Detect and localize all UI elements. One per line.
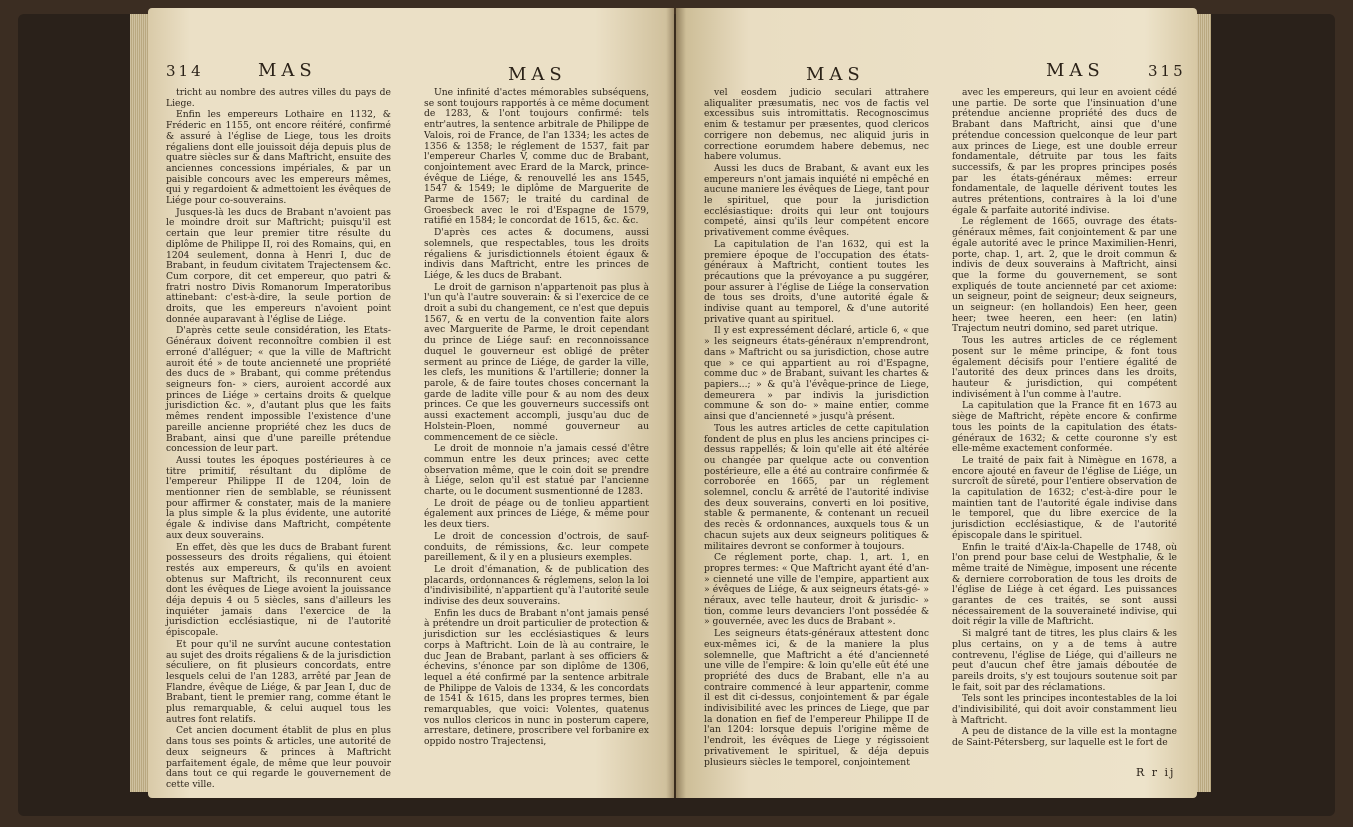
paragraph: vel eosdem judicio seculari attrahere aliqualiter præsumatis, nec vos de factis vel excessibus suis intromittatis. Recognoscimus enim & testamur per præsentes, quod clericos corrigere non debemus, nec aliquid juris in correctione eorumdem habere debemus, nec habere volumus. — [704, 87, 929, 163]
paragraph: La capitulation de l'an 1632, qui est la premiere époque de l'occupation des états-généraux à Maftricht, contient toutes les précautions que la prévoyance a pu suggérer, pour assurer à l'église de Liége la conservation de tous ses droits, d'une autorité égale & indivise quant au temporel, & d'une autorité privative quant au spirituel. — [704, 238, 929, 325]
running-head-right-b: MAS — [1046, 60, 1105, 81]
paragraph: Il y est expressément déclaré, article 6, « que » les seigneurs états-généraux n'emprendront, dans » Maftricht ou sa jurisdiction, chose autre que » ce qui appartient au roi d'Espagne, comme duc » de Brabant, suivant les chartes & papiers...; » & qu'à l'évêque-prince de Liege, demeurera » par indivis la jurisdiction commune & son do- » maine entier, comme ainsi que d'ancienneté » jusqu'à présent. — [704, 325, 929, 423]
paragraph: Jusques-là les ducs de Brabant n'avoient pas le moindre droit sur Maftricht; puisqu'il est certain que leur premier titre résulte du diplôme de Philippe II, roi des Romains, qui, en 1204 seulement, donna à Henri I, duc de Brabant, in feudum civitatem Trajectensem &c. Cum corpore, dit cet empereur, quo patri & fratri nostro Divis Romanorum Imperatoribus attinebant: c'est-à-dire, la seule portion de droits, que les empereurs n'avoient point donnée auparavant à l'église de Liége. — [166, 206, 391, 325]
paragraph: Si malgré tant de titres, les plus clairs & les plus certains, on y a de tems à autre contrevenu, l'église de Liége, qui d'ailleurs ne peut d'aucun chef être jamais déboutée de pareils droits, s'y est toujours soutenue soit par le fait, soit par des réclamations. — [952, 628, 1177, 693]
left-fore-edge — [130, 14, 148, 792]
page-number-right: 315 — [1148, 62, 1186, 80]
paragraph: Tous les autres articles de cette capitulation fondent de plus en plus les anciens principes ci-dessus rappellés; & loin qu'elle ait été altérée ou changée par quelque acte ou convention postérieure, elle a été au contraire confirmée & corroborée en 1665, par un réglement solemnel, conclu & arrêté de l'autorité indivise des deux souverains, converti en loi positive, stable & permanente, & contenant un recueil des recès & ordonnances, auxquels tous & un chacun sujets aux deux seigneurs politiques & militaires devront se conformer à toujours. — [704, 422, 929, 552]
paragraph: Les seigneurs états-généraux attestent donc eux-mêmes ici, & de la maniere la plus solemnelle, que Maftricht a été d'ancienneté une ville de l'empire: & loin qu'elle eût été une propriété des ducs de Brabant, elle n'a au contraire commencé à leur appartenir, comme il est dit ci-dessus, conjointement & par égale indivisibilité avec les princes de Liege, que par la donation en fief de l'empereur Philippe II de l'an 1204: lorsque depuis l'origine même de l'endroit, les évêques de Liege y régissoient privativement le spirituel, & déja depuis plusieurs siècles le temporel, conjointement — [704, 628, 929, 768]
right-fore-edge — [1197, 14, 1211, 792]
running-head-right-a: MAS — [806, 64, 865, 85]
paragraph: avec les empereurs, qui leur en avoient cédé une partie. De sorte que l'insinuation d'une prétendue ancienne propriété des ducs de Brabant dans Maftricht, ainsi que d'une prétendue concession quelconque de leur part aux princes de Liege, est une double erreur fondamentale, détruite par tous les faits successifs, & par les propres principes posés par les états-généraux mêmes: erreur fondamentale, de laquelle dérivent toutes les autres prétentions, contraires à la loi d'une égale & parfaite autorité indivise. — [952, 87, 1177, 216]
paragraph: D'après cette seule considération, les Etats-Généraux doivent reconnoître combien il est erroné d'alléguer; « que la ville de Maftricht auroit été » de toute ancienneté une propriété des ducs de » Brabant, qui comme prétendus seigneurs fon- » ciers, auroient accordé aux princes de Liége » certains droits & quelque jurisdiction &c. », d'autant plus que les faits mêmes rendent impossible l'existence d'une pareille ancienne propriété chez les ducs de Brabant, ainsi que d'une pareille prétendue concession de leur part. — [166, 325, 391, 455]
paragraph: Ce réglement porte, chap. 1, art. 1, en propres termes: « Que Maftricht ayant été d'an- » cienneté une ville de l'empire, appartient aux » évêques de Liége, & aux seigneurs états-gé- » néraux, avec telle hauteur, droit & jurisdic- » tion, comme leurs devanciers l'ont possédée & » gouvernée, avec les ducs de Brabant ». — [704, 552, 929, 628]
paragraph: Enfin le traité d'Aix-la-Chapelle de 1748, où l'on prend pour base celui de Westphalie, & le même traité de Nimègue, imposent une récente & derniere corroboration de tous les droits de l'église de Liége à cet égard. Les puissances garantes de ces traités, se sont aussi nécessairement de la souveraineté indivise, qui doit régir la ville de Maftricht. — [952, 541, 1177, 628]
paragraph: Une infinité d'actes mémorables subséquens, se sont toujours rapportés à ce même document de 1283, & l'ont toujours confirmé: tels entr'autres, la sentence arbitrale de Philippe de Valois, roi de France, de l'an 1334; les actes de 1356 & 1358; le réglement de 1537, fait par l'empereur Charles V, comme duc de Brabant, conjointement avec Erard de la Marck, prince-évêque de Liége, & renouvellé les ans 1545, 1547 & 1549; le diplôme de Marguerite de Parme de 1567; le traité du cardinal de Groesbeck avec le roi d'Espagne de 1579, ratifié en 1584; le concordat de 1615, &c. &c. — [424, 87, 649, 227]
paragraph: A peu de distance de la ville est la montagne de Saint-Pétersberg, sur laquelle est le fort de — [952, 726, 1177, 749]
right-column-2 — [952, 88, 1177, 764]
running-head-left-a: MAS — [258, 60, 317, 81]
running-head-left-b: MAS — [508, 64, 567, 85]
paragraph: Le droit d'émanation, & de publication des placards, ordonnances & réglemens, selon la loi d'indivisibilité, n'appartient qu'à l'autorité seule indivise des deux souverains. — [424, 563, 649, 608]
gutter-shadow — [666, 8, 686, 798]
paragraph: Enfin les empereurs Lothaire en 1132, & Fréderic en 1155, ont encore réitéré, confirmé & assuré à l'église de Liege, tous les droits régaliens dont elle jouissoit déja depuis plus de quatre siècles sur & dans Maftricht, ensuite des anciennes concessions impériales, & par un paisible concours avec les empereurs mêmes, qui y regardoient & admettoient les évêques de Liége pour co-souverains. — [166, 109, 391, 207]
paragraph: Et pour qu'il ne survînt aucune contestation au sujet des droits régaliens & de la jurisdiction séculiere, on fit plusieurs concordats, entre lesquels celui de l'an 1283, arrêté par Jean de Flandre, évêque de Liége, & par Jean I, duc de Brabant, tient le premier rang, comme étant le plus remarquable, & celui auquel tous les autres font relatifs. — [166, 638, 391, 725]
paragraph: Le traité de paix fait à Nimègue en 1678, a encore ajouté en faveur de l'église de Liége, un surcroît de sûreté, pour l'entiere observation de la capitulation de 1632; c'est-à-dire pour le maintien tant de l'autorité égale indivise dans le temporel, que du libre exercice de la jurisdiction ecclésiastique, & de l'autorité épiscopale dans le spirituel. — [952, 454, 1177, 541]
paragraph: Le droit de péage ou de tonlieu appartient également aux princes de Liége, & même pour les deux tiers. — [424, 497, 649, 531]
right-page — [676, 8, 1197, 798]
paragraph: Le droit de concession d'octrois, de sauf-conduits, de rémissions, &c. leur compete pareillement, & il y en a plusieurs exemples. — [424, 530, 649, 564]
paragraph: Enfin les ducs de Brabant n'ont jamais pensé à prétendre un droit particulier de protection & jurisdiction sur les ecclésiastiques & leurs corps à Maftricht. Loin de là au contraire, le duc Jean de Brabant, parlant à ses officiers & échevins, s'énonce par son diplôme de 1306, lequel a été confirmé par la sentence arbitrale de Philippe de Valois de 1334, & les concordats de 1541 & 1615, dans les propres termes, bien remarquables, que voici: Volentes, quatenus vos nullos clericos in nunc in posterum capere, arrestare, detinere, proscribere vel forbanire ex oppido nostro Trajectensi, — [424, 607, 649, 748]
page-number-left: 314 — [166, 62, 204, 80]
paragraph: Tels sont les principes incontestables de la loi d'indivisibilité, qui doit avoir constamment lieu à Maftricht. — [952, 693, 1177, 726]
paragraph: Cet ancien document établit de plus en plus dans tous ses points & articles, une autorité de deux seigneurs & princes à Maftricht parfaitement égale, de même que leur pouvoir dans tout ce qui regarde le gouvernement de cette ville. — [166, 725, 391, 790]
paragraph: Aussi toutes les époques postérieures à ce titre primitif, résultant du diplôme de l'empereur Philippe II de 1204, loin de mentionner rien de semblable, se réunissent pour affirmer & constater, mais de la maniere la plus simple & la plus évidente, une autorité égale & indivise dans Maftricht, compétente aux deux souverains. — [166, 454, 391, 541]
paragraph: Le réglement de 1665, ouvrage des états-généraux mêmes, fait conjointement & par une égale autorité avec le prince Maximilien-Henri, porte, chap. 1, art. 2, que le droit commun & indivis de deux souverains à Maftricht, ainsi que la forme du gouvernement, se sont expliqués de toute ancienneté par cet axiome: un seigneur, point de seigneur; deux seigneurs, un seigneur: (en hollandois) Een heer, geen heer; twee heeren, een heer: (en latin) Trajectum neutri domino, sed paret utrique. — [952, 216, 1177, 335]
paragraph: La capitulation que la France fit en 1673 au siège de Maftricht, répète encore & confirme tous les points de la capitulation des états-généraux de 1632; & cette couronne s'y est elle-même exactement conformée. — [952, 400, 1177, 455]
paragraph: Tous les autres articles de ce réglement posent sur le même principe, & font tous également décisifs pour l'entiere égalité de l'autorité des deux princes dans les droits, hauteur & jurisdiction, qui compétent indivisément à l'un comme à l'autre. — [952, 335, 1177, 400]
paragraph: Aussi les ducs de Brabant, & avant eux les empereurs n'ont jamais inquiété ni empêché en aucune maniere les évêques de Liege, tant pour le spirituel, que pour la jurisdiction ecclésiastique: droits qui leur ont toujours competé, ainsi qu'ils leur compétent encore privativement comme évêques. — [704, 162, 929, 239]
left-header — [148, 62, 674, 88]
right-header — [676, 62, 1197, 88]
left-column-2 — [424, 88, 649, 778]
paragraph: D'après ces actes & documens, aussi solemnels, que respectables, tous les droits régaliens & jurisdictionnels étoient égaux & indivis dans Maftricht, entre les princes de Liége, & les ducs de Brabant. — [424, 227, 649, 281]
paragraph: En effet, dès que les ducs de Brabant furent possesseurs des droits régaliens, qui étoient restés aux empereurs, & qu'ils en avoient obtenus sur Maftricht, ils reconnurent ceux dont les évêques de Liege avoient la jouissance déja depuis 4 ou 5 siècles, sans d'ailleurs les inquiéter jamais dans l'exercice de la jurisdiction ecclésiastique, ni de l'autorité épiscopale. — [166, 541, 391, 639]
signature-mark: R r ij — [1136, 766, 1176, 779]
left-page — [148, 8, 674, 798]
right-column-1 — [704, 88, 929, 778]
paragraph: Le droit de garnison n'appartenoit pas plus à l'un qu'à l'autre souverain: & si l'exercice de ce droit a subi du changement, ce n'est que depuis 1567, & en vertu de la convention faite alors avec Marguerite de Parme, le droit cependant du prince de Liége sauf: en reconnoissance duquel le gouverneur est obligé de prêter serment au prince de Liége, de garder la ville, les clefs, les munitions & l'artillerie; donner la parole, & de faire toutes choses concernant la garde de ladite ville pour & au nom des deux princes. Ce que les gouverneurs successifs ont aussi exactement accompli, jusqu'au duc de Holstein-Ploen, nommé gouverneur au commencement de ce siècle. — [424, 281, 649, 443]
paragraph: tricht au nombre des autres villes du pays de Liege. — [166, 87, 391, 109]
left-column-1 — [166, 87, 391, 790]
paragraph: Le droit de monnoie n'a jamais cessé d'être commun entre les deux princes; avec cette observation même, que le coin doit se prendre à Liége, selon qu'il est statué par l'ancienne charte, ou le document susmentionné de 1283. — [424, 443, 649, 498]
